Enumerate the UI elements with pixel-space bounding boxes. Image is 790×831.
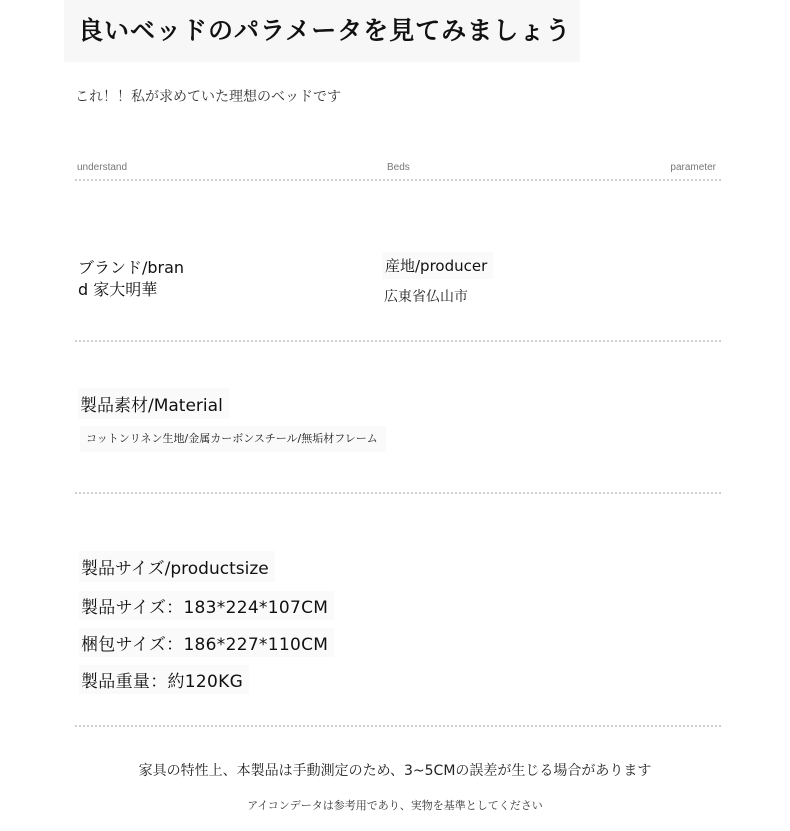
material-value: コットンリネン生地/金属カーボンスチール/無垢材フレーム [80,426,386,452]
brand-info: ブランド/brand 家大明華 [78,258,185,299]
origin-value: 広東省仏山市 [384,289,468,305]
size-label: 製品サイズ/productsize [79,551,275,582]
nav-label-parameter: parameter [670,162,716,173]
spec-weight: 製品重量：約120KG [79,665,249,694]
reference-note: アイコンデータは参考用であり、実物を基準としてください [247,799,543,812]
origin-label: 産地/producer [382,252,493,279]
spec-product-size: 製品サイズ：183*224*107CM [79,591,334,620]
nav-label-understand: understand [77,162,128,173]
spec-package-size: 梱包サイズ：186*227*110CM [79,628,334,657]
material-label: 製品素材/Material [78,388,229,419]
divider [75,492,721,494]
divider [75,179,721,181]
divider [75,340,721,342]
page-subtitle: これ！！私が求めていた理想のベッドです [75,89,341,105]
measurement-note: 家具の特性上、本製品は手動測定のため、3~5CMの誤差が生じる場合があります [138,763,652,779]
nav-label-beds: Beds [387,162,410,173]
divider [75,725,721,727]
page-title: 良いベッドのパラメータを見てみましょう [64,0,580,62]
